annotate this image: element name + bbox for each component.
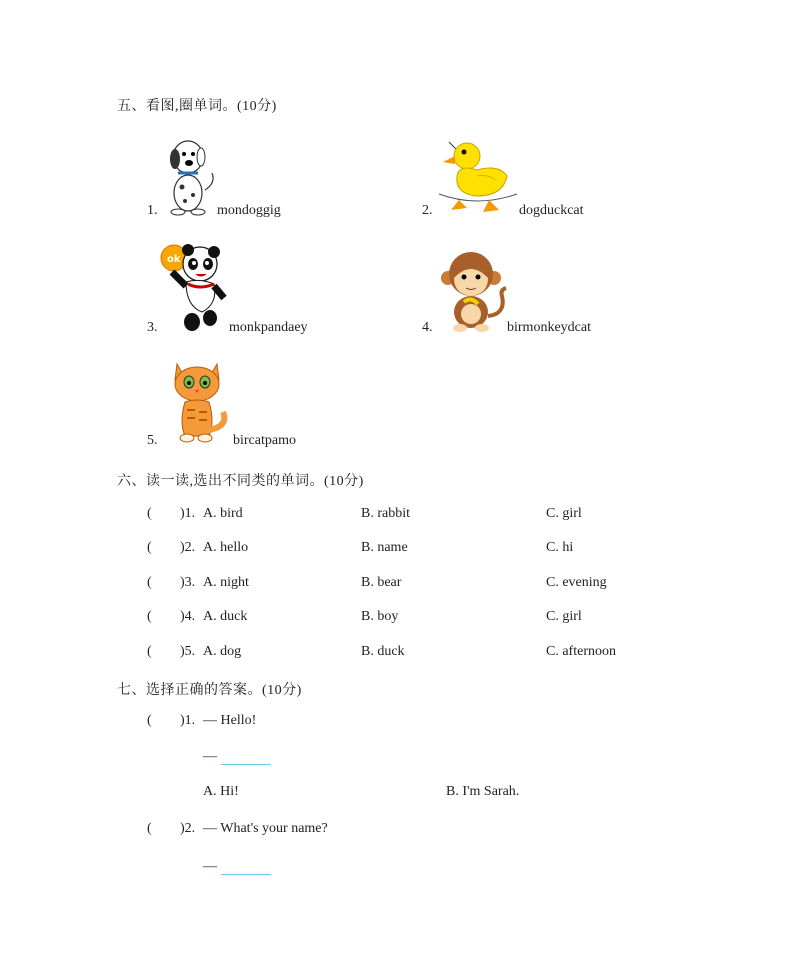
- item5-number: 5.: [147, 433, 158, 448]
- q5-option-b: B. duck: [361, 644, 405, 659]
- s7-q1-reply-dash: —: [203, 749, 217, 764]
- q2-number: )2.: [180, 540, 196, 555]
- q1-option-b: B. rabbit: [361, 506, 410, 521]
- q2-option-a: A. hello: [203, 540, 249, 555]
- q2-open-paren: (: [147, 540, 152, 555]
- section5-heading: 五、看图,圈单词。(10分): [117, 99, 277, 114]
- item3-number: 3.: [147, 320, 158, 335]
- s7-q2-prompt: — What's your name?: [203, 821, 328, 836]
- s7-q2-open-paren: (: [147, 821, 152, 836]
- item2-letters: dogduckcat: [519, 203, 584, 218]
- svg-text:ok: ok: [167, 254, 181, 265]
- s7-q1-open-paren: (: [147, 713, 152, 728]
- q4-option-c: C. girl: [546, 609, 582, 624]
- q4-number: )4.: [180, 609, 196, 624]
- q2-option-c: C. hi: [546, 540, 574, 555]
- dalmatian-dog-icon: [160, 135, 222, 217]
- item2-number: 2.: [422, 203, 433, 218]
- section7-heading: 七、选择正确的答案。(10分): [117, 683, 302, 698]
- s7-q2-reply-dash: —: [203, 859, 217, 874]
- s7-q1-number: )1.: [180, 713, 196, 728]
- panda-icon: [158, 242, 232, 334]
- s7-q2-reply: [203, 859, 271, 875]
- item5-letters: bircatpamo: [233, 433, 296, 448]
- item1-number: 1.: [147, 203, 158, 218]
- item4-number: 4.: [422, 320, 433, 335]
- q5-option-c: C. afternoon: [546, 644, 616, 659]
- item4-letters: birmonkeydcat: [507, 320, 591, 335]
- cat-icon: [167, 356, 233, 446]
- q3-option-b: B. bear: [361, 575, 402, 590]
- s7-q2-answer-blank[interactable]: [221, 860, 271, 875]
- q5-option-a: A. dog: [203, 644, 242, 659]
- monkey-icon: [438, 250, 510, 334]
- s7-q1-option-b: B. I'm Sarah.: [446, 784, 520, 799]
- q5-open-paren: (: [147, 644, 152, 659]
- s7-q1-option-a: A. Hi!: [203, 784, 239, 799]
- s7-q1-answer-blank[interactable]: [221, 750, 271, 765]
- s7-q2-number: )2.: [180, 821, 196, 836]
- q3-option-a: A. night: [203, 575, 249, 590]
- q1-option-a: A. bird: [203, 506, 243, 521]
- item1-letters: mondoggig: [217, 203, 281, 218]
- section6-heading: 六、读一读,选出不同类的单词。(10分): [117, 474, 364, 489]
- s7-q1-reply: [203, 749, 271, 765]
- q4-option-a: A. duck: [203, 609, 248, 624]
- s7-q1-prompt: — Hello!: [203, 713, 257, 728]
- yellow-duck-icon: [437, 134, 519, 216]
- q3-number: )3.: [180, 575, 196, 590]
- q4-open-paren: (: [147, 609, 152, 624]
- q1-option-c: C. girl: [546, 506, 582, 521]
- item3-letters: monkpandaey: [229, 320, 308, 335]
- q1-open-paren: (: [147, 506, 152, 521]
- q1-number: )1.: [180, 506, 196, 521]
- q4-option-b: B. boy: [361, 609, 399, 624]
- q2-option-b: B. name: [361, 540, 408, 555]
- q3-option-c: C. evening: [546, 575, 607, 590]
- q3-open-paren: (: [147, 575, 152, 590]
- q5-number: )5.: [180, 644, 196, 659]
